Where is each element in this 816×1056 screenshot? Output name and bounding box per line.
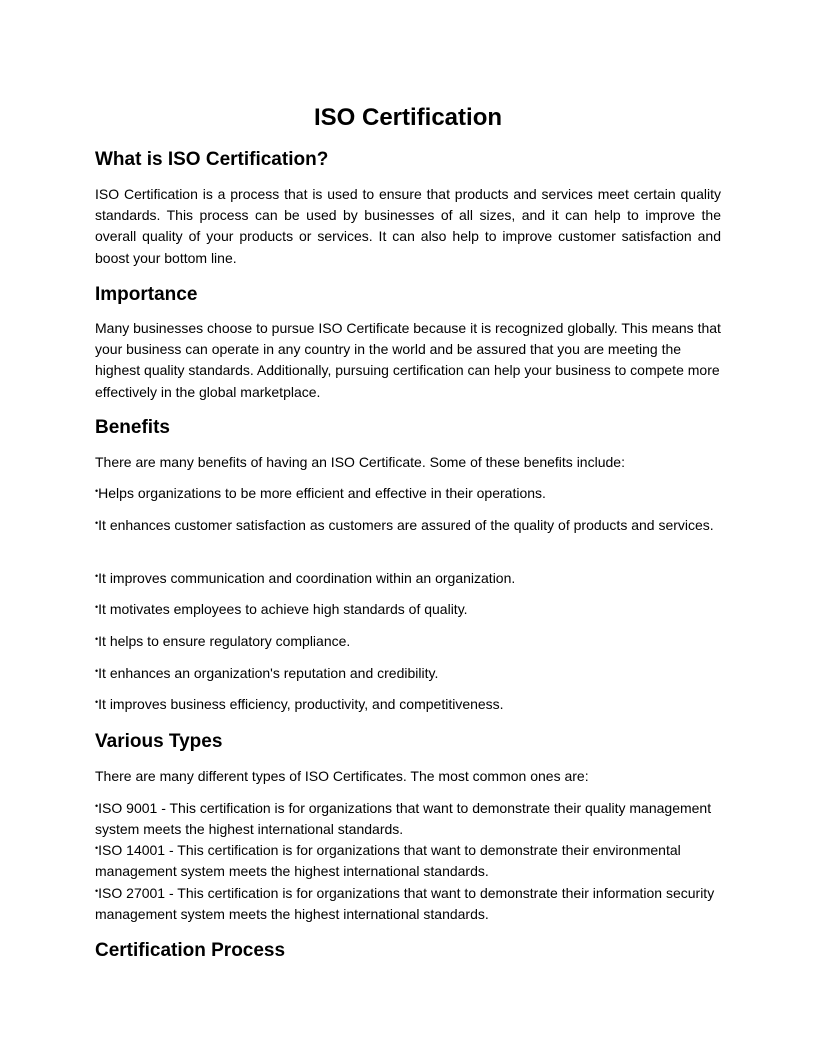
list-item-text: It improves communication and coordination within an organization. (98, 570, 516, 586)
section-heading-what: What is ISO Certification? (95, 149, 329, 170)
bullet-icon: • (95, 486, 99, 496)
bullet-icon: • (95, 666, 99, 676)
list-item (95, 515, 721, 536)
list-item (95, 599, 721, 620)
section-heading-types: Various Types (95, 731, 223, 752)
section-body-importance: Many businesses choose to pursue ISO Certificate because it is recognized globally. This means that your business can operate in any country in the world and be assured that you are meeting the highest quality standards. Additionally, pursuing certification can help your business to compete more effectively in the global marketplace. (95, 320, 721, 400)
list-item (95, 694, 721, 715)
section-intro-types: There are many different types of ISO Certificates. The most common ones are: (95, 768, 589, 784)
section-heading-importance: Importance (95, 284, 198, 305)
list-item-text: ISO 14001 - This certification is for organizations that want to demonstrate their environmental management system meets the highest international standards. (95, 842, 681, 880)
bullet-icon: • (95, 886, 99, 896)
document-title: ISO Certification (313, 104, 503, 131)
section-body-what: ISO Certification is a process that is used to ensure that products and services meet certain quality standards. This process can be used by businesses of all sizes, and it can help to improve the overall quality of your products or services. It can also help to improve customer satisfaction and boost your bottom line. (95, 186, 721, 266)
list-item (95, 798, 721, 840)
list-item (95, 568, 721, 589)
list-item-text: It helps to ensure regulatory compliance. (98, 633, 351, 649)
bullet-icon: • (95, 801, 99, 811)
bullet-icon: • (95, 571, 99, 581)
bullet-icon: • (95, 518, 99, 528)
list-item (95, 631, 721, 652)
list-item (95, 840, 721, 882)
list-item-text: ISO 9001 - This certification is for organizations that want to demonstrate their quality management system meets the highest international standards. (95, 800, 712, 838)
bullet-icon: • (95, 602, 99, 612)
section-heading-process: Certification Process (95, 940, 286, 961)
section-intro-benefits: There are many benefits of having an ISO Certificate. Some of these benefits include: (95, 454, 625, 470)
list-item (95, 663, 721, 684)
bullet-icon: • (95, 697, 99, 707)
list-item-text: It improves business efficiency, productivity, and competitiveness. (98, 696, 504, 712)
list-item-text: ISO 27001 - This certification is for organizations that want to demonstrate their information security management system meets the highest international standards. (95, 885, 715, 923)
list-item-text: Helps organizations to be more efficient and effective in their operations. (98, 485, 546, 501)
bullet-icon: • (95, 843, 99, 853)
list-item-text: It motivates employees to achieve high standards of quality. (98, 601, 468, 617)
section-heading-benefits: Benefits (95, 417, 170, 438)
list-item (95, 483, 721, 504)
list-item-text: It enhances customer satisfaction as customers are assured of the quality of products and services. (98, 517, 714, 533)
list-item (95, 883, 721, 925)
list-item-text: It enhances an organization's reputation and credibility. (98, 665, 439, 681)
bullet-icon: • (95, 634, 99, 644)
